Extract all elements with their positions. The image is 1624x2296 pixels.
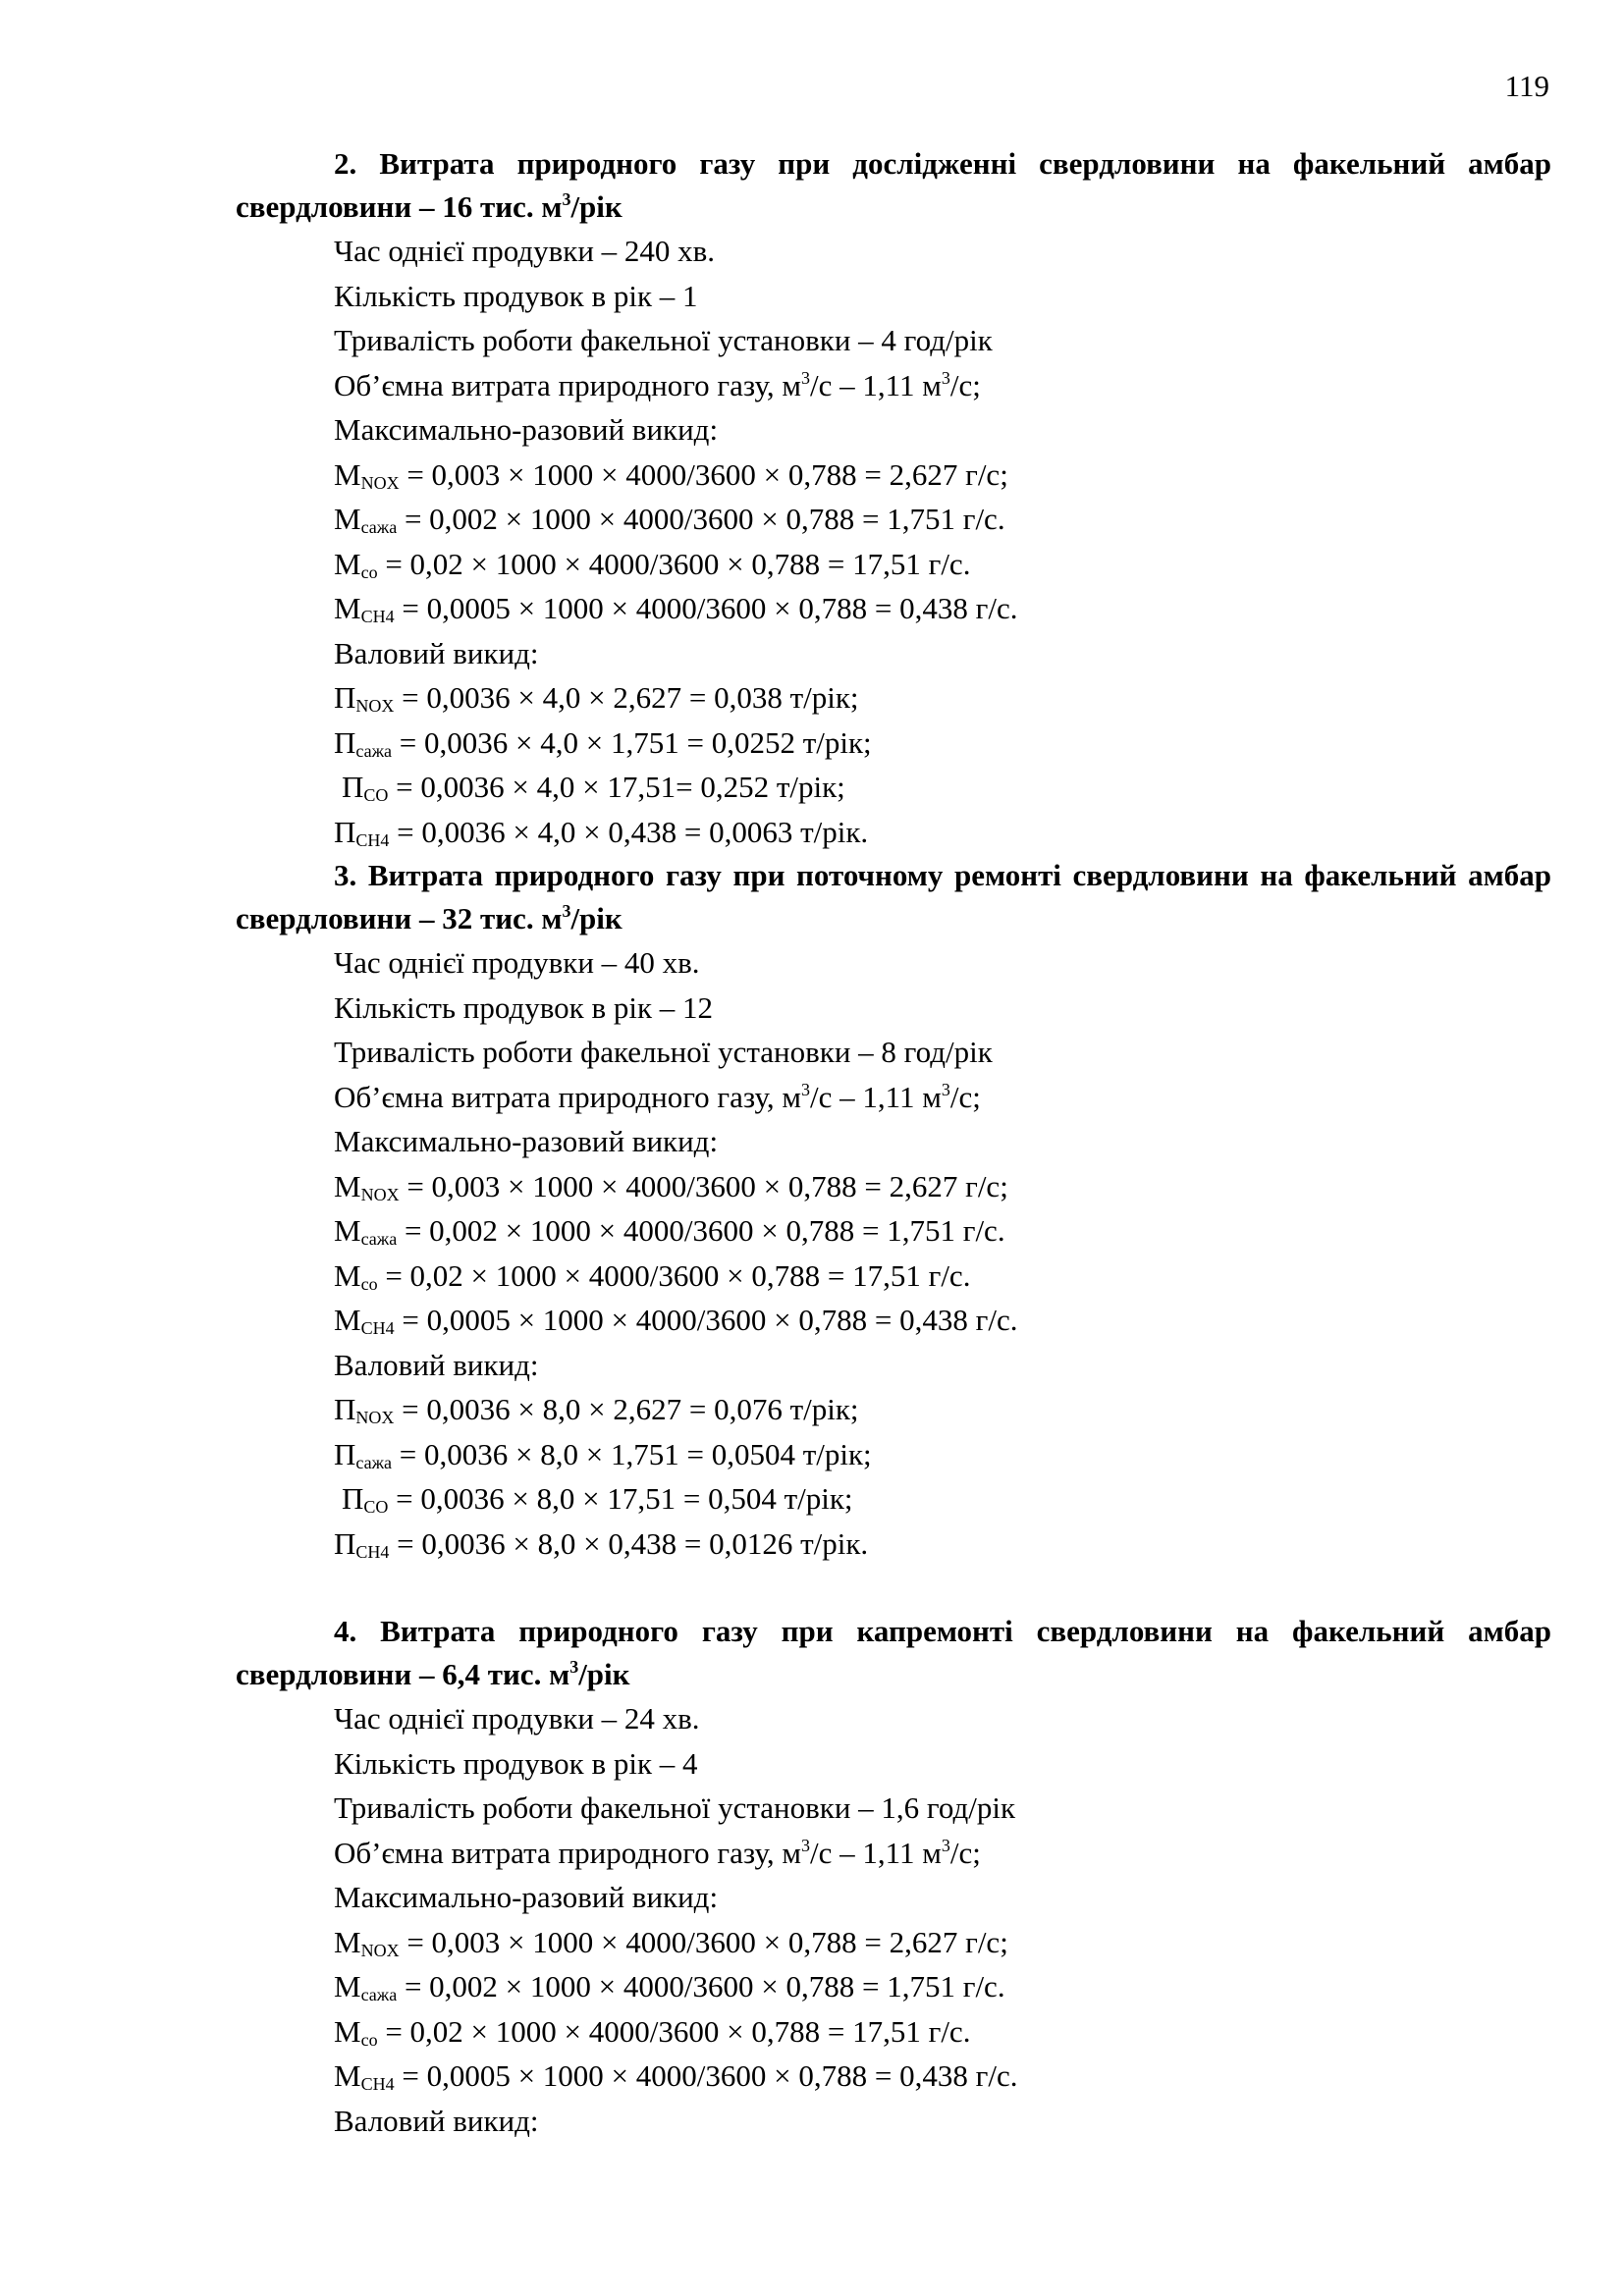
section-heading: 4. Витрата природного газу при капремонті свердловини на факельний амбар свердловини – 6,4 тис. $м^3$/рік — [236, 1614, 1551, 1691]
max-emission-label: Максимально-разовий викид: — [334, 412, 719, 447]
section-2 — [236, 142, 1551, 854]
gas-flow-rate: Об’ємна витрата природного газу, $м^3/с - 1,11$ $м^3/с$; — [334, 1835, 981, 1870]
blowdown-count: Кількість продувок в рік – 1 — [334, 278, 698, 313]
gas-flow-rate: Об’ємна витрата природного газу, $м^3/с - 1,11$ $м^3/с$; — [334, 367, 981, 402]
formula-row: $M_{сажа} = 0,002 \times 1000 \times 4000/3600 \times 0,788 = 1,751$ г/с. — [334, 502, 1005, 537]
page-number: 119 — [1504, 69, 1549, 103]
formula-row: $П_{CH4} = 0,0036 \times 4,0 \times 0,438 = 0,0063$ т/рік. — [334, 814, 869, 850]
formula-row: $П_{CO} = 0,0036 \times 4,0 \times 17,51= 0,252$ т/рік; — [342, 770, 845, 805]
gross-emission-label: Валовий викид: — [334, 1347, 539, 1382]
gross-emission-label: Валовий викид: — [334, 635, 539, 670]
formula-row: $M_{NOX} = 0,003 \times 1000 \times 4000/3600 \times 0,788 = 2,627$ г/с; — [334, 456, 1008, 493]
max-emission-label: Максимально-разовий викид: — [334, 1124, 719, 1158]
blowdown-count: Кількість продувок в рік – 4 — [334, 1745, 698, 1781]
flare-duration: Тривалість роботи факельної установки – 1,6 год/рік — [334, 1790, 1016, 1825]
gross-emission-label: Валовий викид: — [334, 2103, 539, 2138]
formula-row: $П_{сажа} = 0,0036 \times 4,0 \times 1,751 = 0,0252$ т/рік; — [334, 724, 872, 761]
formula-row: $П_{NOX} = 0,0036 \times 8,0 \times 2,627 = 0,076$ т/рік; — [334, 1392, 859, 1427]
formula-row: $M_{сажа} = 0,002 \times 1000 \times 4000/3600 \times 0,788 = 1,751$ г/с. — [334, 1213, 1005, 1249]
section-spacer — [236, 1566, 1551, 1610]
page-content — [236, 142, 1551, 2143]
formula-row: $M_{со} = 0,02 \times 1000 \times 4000/3600 \times 0,788 = 17,51$ г/с. — [334, 2013, 971, 2050]
blowdown-time: Час однієї продувки – 40 хв. — [334, 945, 700, 980]
section-4 — [236, 1610, 1551, 2143]
formula-row: $M_{CH4} = 0,0005 \times 1000 \times 4000/3600 \times 0,788 = 0,438$ г/с. — [334, 1303, 1018, 1338]
formula-row: $П_{CH4} = 0,0036 \times 8,0 \times 0,438 = 0,0126$ т/рік. — [334, 1525, 869, 1562]
formula-row: $M_{со} = 0,02 \times 1000 \times 4000/3600 \times 0,788 = 17,51$ г/с. — [334, 546, 971, 582]
gas-flow-rate: Об’ємна витрата природного газу, $м^3/с - 1,11$ $м^3/с$; — [334, 1079, 981, 1114]
formula-row: $П_{сажа} = 0,0036 \times 8,0 \times 1,751 = 0,0504$ т/рік; — [334, 1436, 872, 1472]
formula-row: $M_{сажа} = 0,002 \times 1000 \times 4000/3600 \times 0,788 = 1,751$ г/с. — [334, 1969, 1005, 2004]
formula-row: $M_{NOX} = 0,003 \times 1000 \times 4000/3600 \times 0,788 = 2,627$ г/с; — [334, 1168, 1008, 1204]
flare-duration: Тривалість роботи факельної установки – 8 год/рік — [334, 1035, 993, 1069]
max-emission-label: Максимально-разовий викид: — [334, 1880, 719, 1914]
section-heading: 3. Витрата природного газу при поточному ремонті свердловини на факельний амбар свердловини – 32 тис. $м^3$/рік — [236, 858, 1551, 935]
flare-duration: Тривалість роботи факельної установки – 4 год/рік — [334, 323, 993, 357]
formula-row: $П_{CO} = 0,0036 \times 8,0 \times 17,51 = 0,504$ т/рік; — [342, 1481, 853, 1517]
formula-row: $П_{NOX} = 0,0036 \times 4,0 \times 2,627 = 0,038$ т/рік; — [334, 680, 859, 716]
formula-row: $M_{NOX} = 0,003 \times 1000 \times 4000/3600 \times 0,788 = 2,627$ г/с; — [334, 1924, 1008, 1960]
blowdown-time: Час однієї продувки – 24 хв. — [334, 1701, 700, 1735]
formula-row: $M_{CH4} = 0,0005 \times 1000 \times 4000/3600 \times 0,788 = 0,438$ г/с. — [334, 2058, 1018, 2094]
section-3 — [236, 854, 1551, 1566]
blowdown-count: Кількість продувок в рік – 12 — [334, 989, 714, 1025]
formula-row: $M_{со} = 0,02 \times 1000 \times 4000/3600 \times 0,788 = 17,51$ г/с. — [334, 1257, 971, 1294]
formula-row: $M_{CH4} = 0,0005 \times 1000 \times 4000/3600 \times 0,788 = 0,438$ г/с. — [334, 591, 1018, 626]
blowdown-time: Час однієї продувки – 240 хв. — [334, 234, 716, 268]
section-heading: 2. Витрата природного газу при дослідженні свердловини на факельний амбар свердловини – 16 тис. $м^3$/рік — [236, 146, 1551, 224]
